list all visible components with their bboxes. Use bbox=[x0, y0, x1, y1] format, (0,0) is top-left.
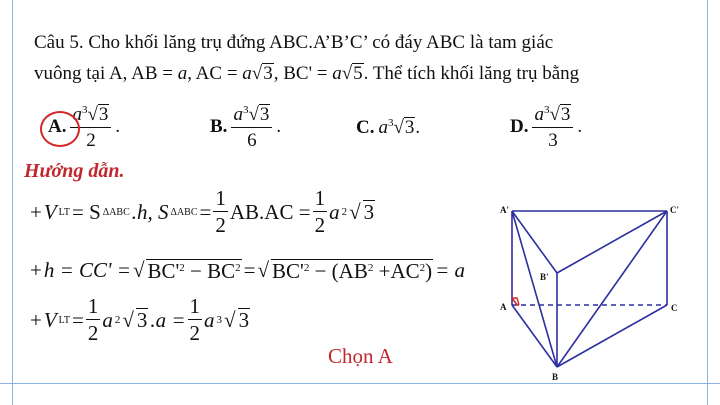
question-text-1: Câu 5. Cho khối lăng trụ đứng ABC.A’B’C’ có đáy ABC là tam giác bbox=[34, 32, 554, 53]
frame-line-bottom bbox=[0, 383, 720, 384]
var-a: a bbox=[242, 63, 252, 84]
label-A1: A' bbox=[500, 205, 509, 215]
solution-line-3: + V LT = $\frac{1}{2}$ a 2 √ 3 .a = $\frac{1}{2}$ a 3 √ 3 bbox=[30, 294, 250, 345]
edge-A1B bbox=[512, 211, 557, 367]
option-b-fraction: $\frac{a^3√3}{6}$ bbox=[231, 104, 272, 150]
option-c[interactable] bbox=[356, 117, 420, 139]
question-text-2a: vuông tại A, AB = bbox=[34, 63, 178, 84]
option-c-expression: $a^3√3$. bbox=[378, 117, 421, 138]
question-text-2c: , BC' = bbox=[273, 63, 333, 84]
label-C: C bbox=[671, 303, 678, 313]
option-b[interactable]: B. $\frac{a^3√3}{6}$ . bbox=[210, 104, 282, 151]
option-d[interactable]: D. $\frac{a^3√3}{3}$ . bbox=[510, 104, 583, 151]
right-angle-mark bbox=[512, 298, 519, 305]
solution-line-1: + V LT = S ΔABC .h, S ΔABC = $\frac{1}{2}$ AB.AC = $\frac{1}{2}$ a 2 √ 3 bbox=[30, 186, 375, 237]
label-C1: C' bbox=[670, 205, 679, 215]
question-text-2d: . Thể tích khối lăng trụ bằng bbox=[363, 63, 580, 84]
selected-answer-circle bbox=[40, 111, 80, 147]
question-line-2: vuông tại A, AB = a, AC = a√3, BC' = a√5. Thể tích khối lăng trụ bằng bbox=[34, 63, 580, 84]
guide-heading: Hướng dẫn. bbox=[24, 160, 125, 182]
edge-BC bbox=[557, 305, 667, 367]
option-b-label: B. bbox=[210, 115, 228, 137]
option-a-fraction: $\frac{a^3√3}{2}$ bbox=[70, 104, 111, 150]
option-c-label: C. bbox=[356, 117, 375, 138]
option-d-label: D. bbox=[510, 115, 529, 137]
label-A: A bbox=[500, 302, 507, 312]
var-a: a bbox=[332, 63, 342, 84]
option-d-fraction: $\frac{a^3√3}{3}$ bbox=[532, 104, 573, 150]
radicand: 5 bbox=[353, 63, 363, 84]
var-a: a bbox=[177, 63, 188, 84]
label-B1: B' bbox=[540, 272, 549, 282]
edge-AB bbox=[512, 305, 557, 367]
option-a-label: A. bbox=[48, 115, 67, 137]
question-line-1 bbox=[34, 32, 553, 54]
question-text-2b: , AC = bbox=[187, 63, 243, 84]
edge-A1B1 bbox=[512, 211, 557, 273]
answer-text: Chọn A bbox=[328, 344, 393, 368]
option-a[interactable]: A. $\frac{a^3√3}{2}$ . bbox=[48, 104, 121, 151]
edge-B1C1 bbox=[557, 211, 667, 273]
prism-edges bbox=[512, 211, 667, 367]
edge-BC1 bbox=[557, 211, 667, 367]
right-angle-mark-2 bbox=[512, 298, 519, 305]
radicand: 3 bbox=[263, 63, 273, 84]
frame-line-right bbox=[707, 0, 708, 405]
frame-line-left bbox=[12, 0, 13, 405]
solution-line-2: + h = CC' = √ $BC'^2 - BC^2$ = √ $BC'^2 - (AB^2 +AC^2)$ = a bbox=[30, 258, 466, 283]
label-B: B bbox=[552, 372, 559, 382]
